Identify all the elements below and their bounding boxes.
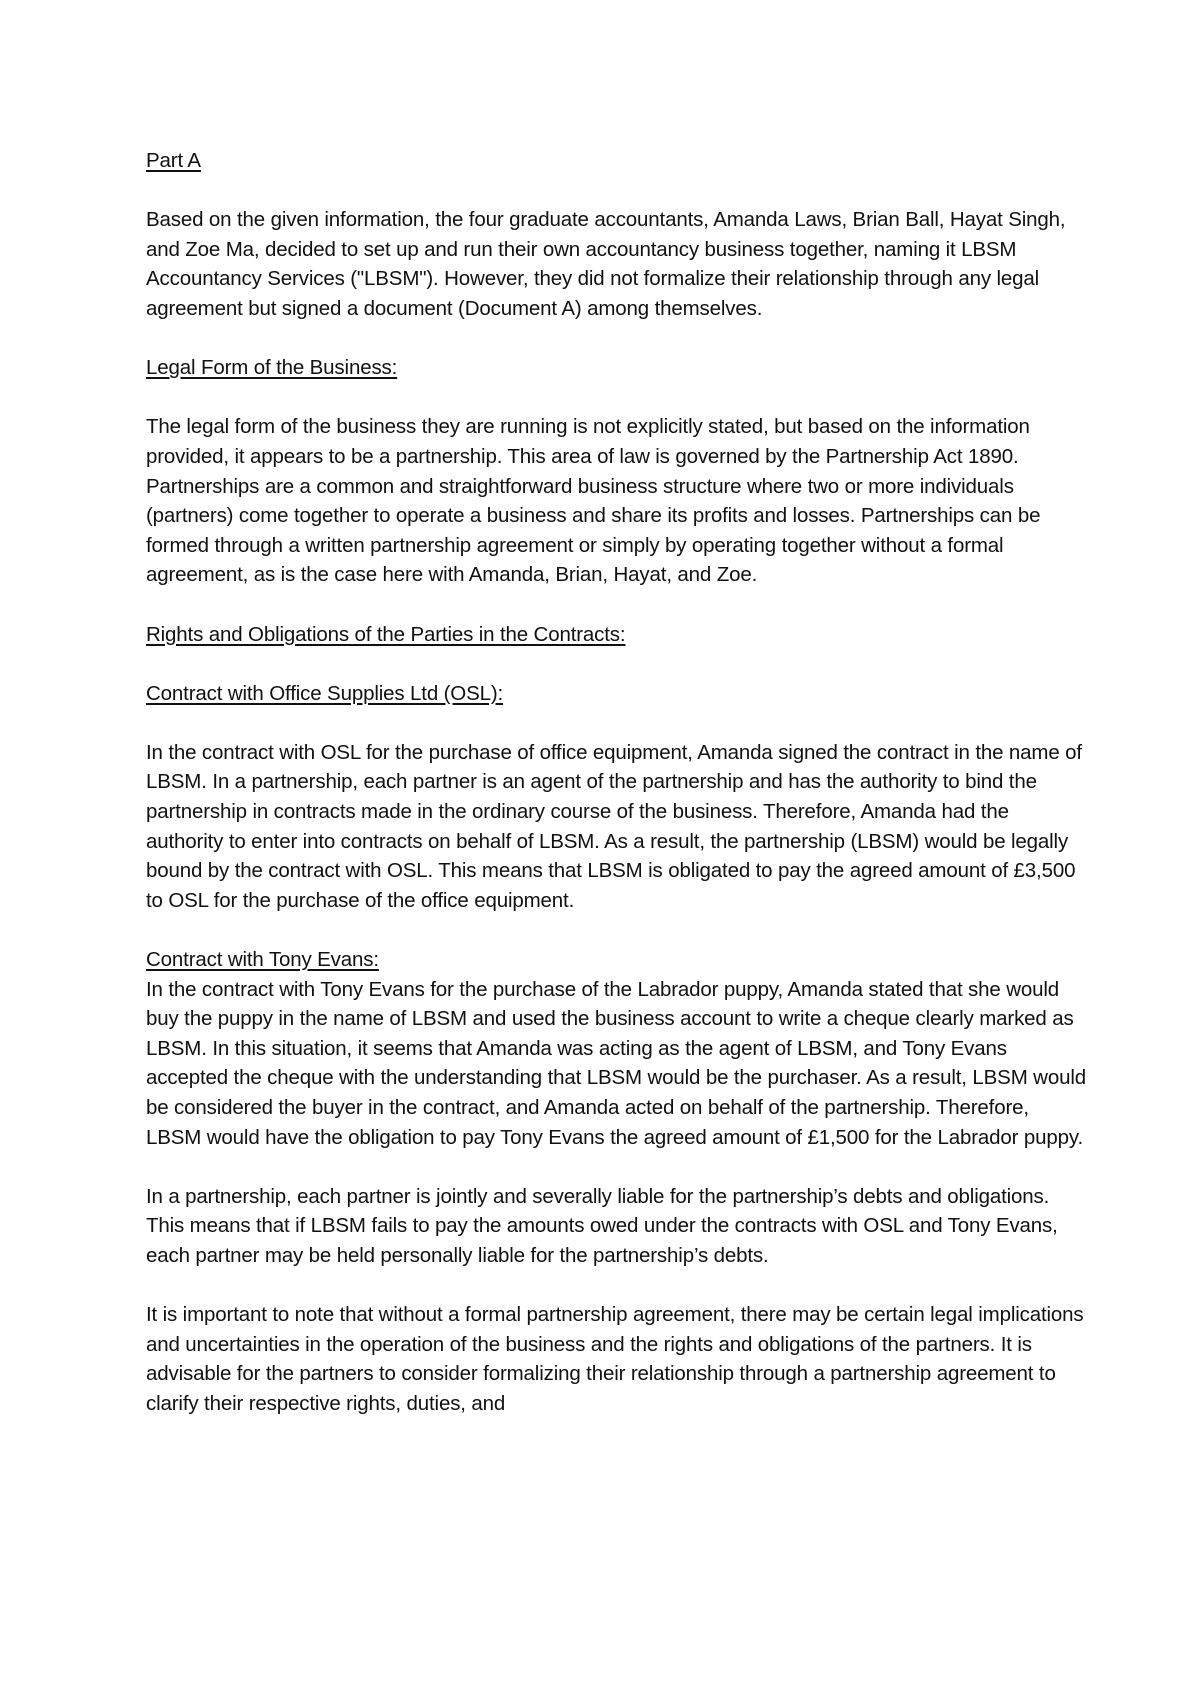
spacer <box>146 708 1086 738</box>
part-heading: Part A <box>146 149 201 172</box>
spacer <box>146 590 1086 620</box>
spacer <box>146 176 1086 206</box>
tony-contract-heading: Contract with Tony Evans: <box>146 948 379 972</box>
osl-contract-paragraph: In the contract with OSL for the purchase of office equipment, Amanda signed the contract in the name of LBSM. In a partnership, each partner is an agent of the partnership and has the authority to bind the partnership in contracts made in the ordinary course of the business. Therefore, Amanda had the authority to enter into contracts on behalf of LBSM. As a result, the partnership (LBSM) would be legally bound by the contract with OSL. This means that LBSM is obligated to pay the agreed amount of £3,500 to OSL for the purchase of the office equipment. <box>146 740 1082 912</box>
rights-heading: Rights and Obligations of the Parties in the Contracts: <box>146 622 626 646</box>
intro-paragraph: Based on the given information, the four graduate accountants, Amanda Laws, Brian Ball, Hayat Singh, and Zoe Ma, decided to set up and run their own accountancy business together, naming it LBSM Accountancy Services ("LBSM"). However, they did not formalize their relationship through any legal agreement but signed a document (Document A) among themselves. <box>146 208 1066 320</box>
osl-contract-heading: Contract with Office Supplies Ltd (OSL): <box>146 681 504 705</box>
spacer <box>146 915 1086 945</box>
tony-contract-paragraph: In the contract with Tony Evans for the purchase of the Labrador puppy, Amanda stated that she would buy the puppy in the name of LBSM and used the business account to write a cheque clearly marked as LBSM. In this situation, it seems that Amanda was acting as the agent of LBSM, and Tony Evans accepted the cheque with the understanding that LBSM would be the purchaser. As a result, LBSM would be considered the buyer in the contract, and Amanda acted on behalf of the partnership. Therefore, LBSM would have the obligation to pay Tony Evans the agreed amount of £1,500 for the Labrador puppy. <box>146 977 1086 1149</box>
document-body <box>146 146 1086 1419</box>
spacer <box>146 1152 1086 1182</box>
spacer <box>146 649 1086 679</box>
liability-paragraph: In a partnership, each partner is jointly and severally liable for the partnership’s debts and obligations. This means that if LBSM fails to pay the amounts owed under the contracts with OSL and Tony Evans, each partner may be held personally liable for the partnership’s debts. <box>146 1184 1058 1267</box>
legal-form-paragraph: The legal form of the business they are running is not explicitly stated, but based on the information provided, it appears to be a partnership. This area of law is governed by the Partnership Act 1890. Partnerships are a common and straightforward business structure where two or more individuals (partners) come together to operate a business and share its profits and losses. Partnerships can be formed through a written partnership agreement or simply by operating together without a formal agreement, as is the case here with Amanda, Brian, Hayat, and Zoe. <box>146 415 1041 587</box>
spacer <box>146 324 1086 354</box>
spacer <box>146 1271 1086 1301</box>
spacer <box>146 383 1086 413</box>
legal-form-heading: Legal Form of the Business: <box>146 356 398 380</box>
closing-paragraph: It is important to note that without a formal partnership agreement, there may be certain legal implications and uncertainties in the operation of the business and the rights and obligations of the partners. It is advisable for the partners to consider formalizing their relationship through a partnership agreement to clarify their respective rights, duties, and <box>146 1303 1084 1415</box>
